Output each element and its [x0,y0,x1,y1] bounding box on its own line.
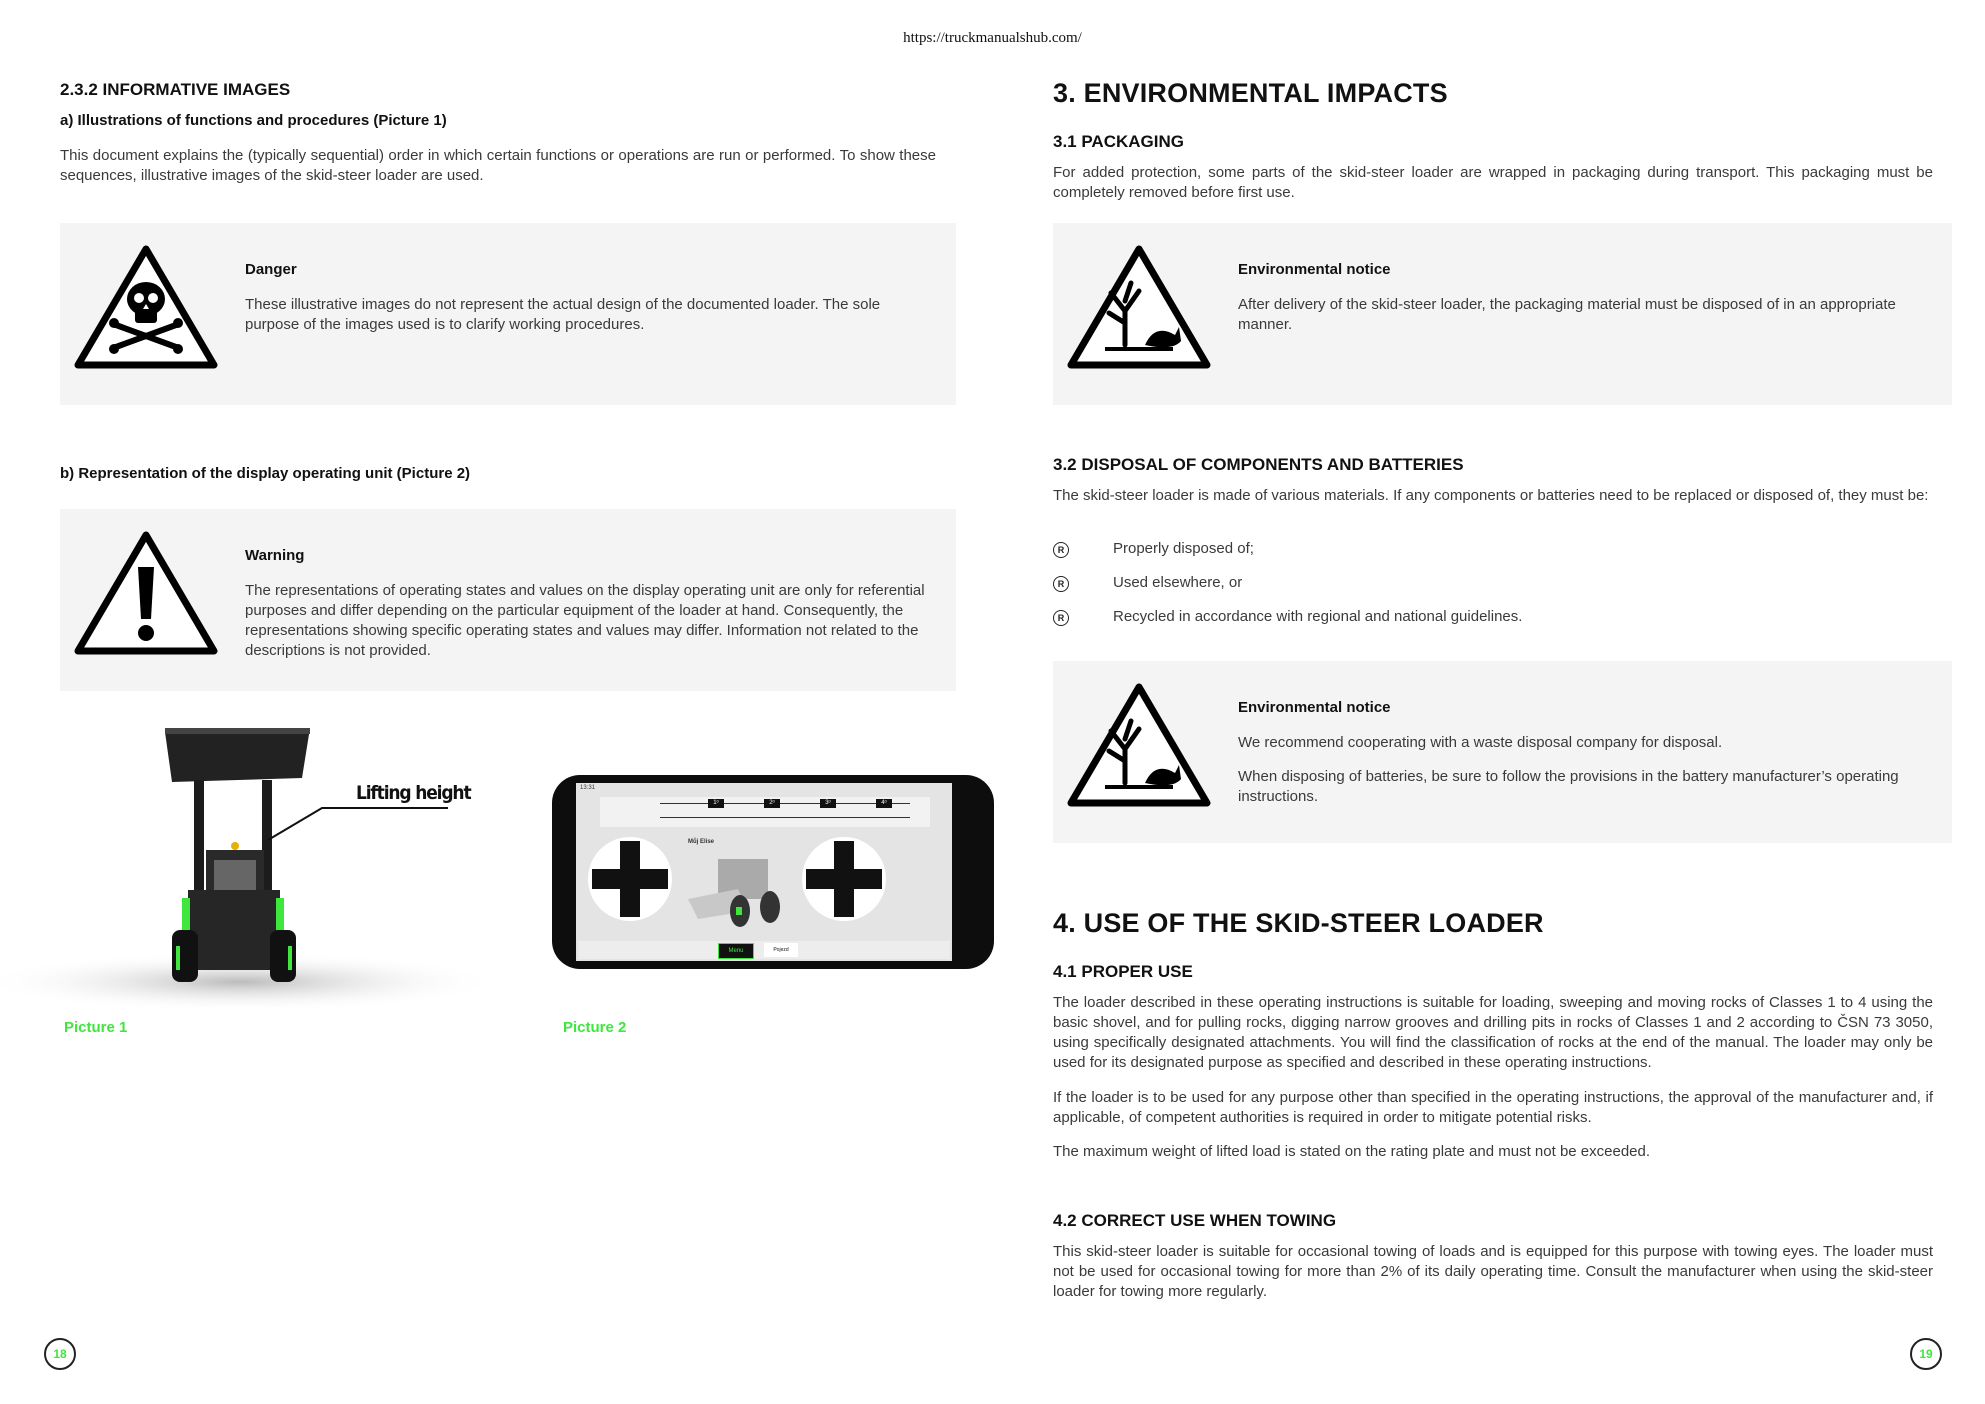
screen-title: Můj Elise [688,839,715,845]
screen-time: 13:31 [580,785,596,791]
picture-2-caption: Picture 2 [563,1019,627,1036]
source-url[interactable]: https://truckmanualshub.com/ [903,30,1082,46]
lifting-height-label: Lifting height [356,782,471,804]
environment-hazard-icon [1065,241,1213,373]
warning-notice-box [60,509,956,691]
env-notice-2-title: Environmental notice [1238,699,1391,716]
gear-strip [600,797,930,827]
env-notice-1-text: After delivery of the skid-steer loader, the packaging material must be disposed of in an appropriate manner. [1238,296,1896,333]
picture-2-phone [552,775,994,969]
section-3-title: 3. ENVIRONMENTAL IMPACTS [1053,78,1448,108]
warning-title: Warning [245,547,305,564]
recycle-bullet-icon: R [1053,542,1069,558]
menu-button[interactable]: Menu [718,943,754,959]
subheading-b: b) Representation of the display operating unit (Picture 2) [60,465,471,482]
list-item [1053,608,1933,632]
section-4-1-title: 4.1 PROPER USE [1053,962,1193,981]
gear-label[interactable]: 4ᵒ [876,799,892,808]
section-4-1-paragraph-3: The maximum weight of lifted load is stated on the rating plate and must not be exceeded. [1053,1143,1651,1160]
danger-title: Danger [245,261,297,278]
section-3-1-text: For added protection, some parts of the skid-steer loader are wrapped in packaging during transport. This packaging must be completely removed before first use. [1053,164,1933,201]
section-heading-2-3-2: 2.3.2 INFORMATIVE IMAGES [60,80,291,99]
env-notice-1-title: Environmental notice [1238,261,1391,278]
page-number-left: 18 [44,1338,76,1370]
danger-text: These illustrative images do not represent the actual design of the documented loader. The sole purpose of the images used is to clarify working procedures. [245,296,881,333]
list-item [1053,540,1933,564]
section-3-2-title: 3.2 DISPOSAL OF COMPONENTS AND BATTERIES [1053,455,1464,474]
picture-1-caption: Picture 1 [64,1019,128,1036]
env-notice-2-text-2: When disposing of batteries, be sure to follow the provisions in the battery manufacturer’s operating instructions. [1238,768,1899,805]
list-item [1053,574,1933,598]
section-4-1-paragraph-1: The loader described in these operating instructions is suitable for loading, sweeping and moving rocks of Classes 1 to 4 using the basic shovel, and for pulling rocks, digging narrow grooves and drilling pits in rocks of Classes 1 and 2 according to ČSN 73 3050, using specifically designated attachments. You will find the classification of rocks at the end of the manual. The loader may only be used for its designated purpose as specified and described in these operating instructions. [1053,994,1933,1071]
right-joystick-icon[interactable] [800,835,888,923]
subheading-a: a) Illustrations of functions and procedures (Picture 1) [60,112,447,129]
section-4-1-paragraph-2: If the loader is to be used for any purpose other than specified in the operating instructions, the approval of the manufacturer and, if applicable, of competent authorities is required in order to mitigate potential risks. [1053,1089,1933,1126]
section-3-2-text: The skid-steer loader is made of various materials. If any components or batteries need to be replaced or disposed of, they must be: [1053,487,1929,504]
list-item-text: Properly disposed of; [1113,540,1254,557]
section-4-2-title: 4.2 CORRECT USE WHEN TOWING [1053,1211,1337,1230]
intro-paragraph: This document explains the (typically sequential) order in which certain functions or operations are run or performed. To show these sequences, illustrative images of the skid-steer loader are used. [60,147,936,184]
list-item-text: Recycled in accordance with regional and national guidelines. [1113,608,1523,625]
screen-bottom-toolbar [578,941,950,959]
page-number-right: 19 [1910,1338,1942,1370]
environment-hazard-icon [1065,679,1213,811]
skull-crossbones-icon [72,241,220,373]
gear-label[interactable]: 3ᵒ [820,799,836,808]
danger-notice-box [60,223,956,405]
exclamation-icon [72,527,220,659]
section-4-title: 4. USE OF THE SKID-STEER LOADER [1053,908,1544,938]
skid-steer-loader-image [0,720,520,1010]
recycle-bullet-icon: R [1053,610,1069,626]
phone-screen [576,783,952,961]
environmental-notice-box-1 [1053,223,1952,405]
pojezd-button[interactable]: Pojezd [764,943,798,957]
gear-label[interactable]: 1ᵒ [708,799,724,808]
picture-1-loader-illustration [0,720,520,1010]
gear-label[interactable]: 2ᵒ [764,799,780,808]
list-item-text: Used elsewhere, or [1113,574,1243,591]
screen-loader-image [688,849,800,929]
section-3-1-title: 3.1 PACKAGING [1053,132,1184,151]
environmental-notice-box-2 [1053,661,1952,843]
warning-text: The representations of operating states and values on the display operating unit are only for referential purposes and differ depending on the particular equipment of the loader at hand. Consequently, the representations showing specific operating states and values may differ. Information not related to the descriptions is not provided. [245,582,925,659]
left-joystick-icon[interactable] [586,835,674,923]
section-4-2-text: This skid-steer loader is suitable for occasional towing of loads and is equipped for this purpose with towing eyes. The loader must not be used for occasional towing for more than 2% of its daily operating time. Consult the manufacturer when using the skid-steer loader for towing more regularly. [1053,1243,1933,1300]
recycle-bullet-icon: R [1053,576,1069,592]
env-notice-2-text-1: We recommend cooperating with a waste disposal company for disposal. [1238,734,1723,751]
